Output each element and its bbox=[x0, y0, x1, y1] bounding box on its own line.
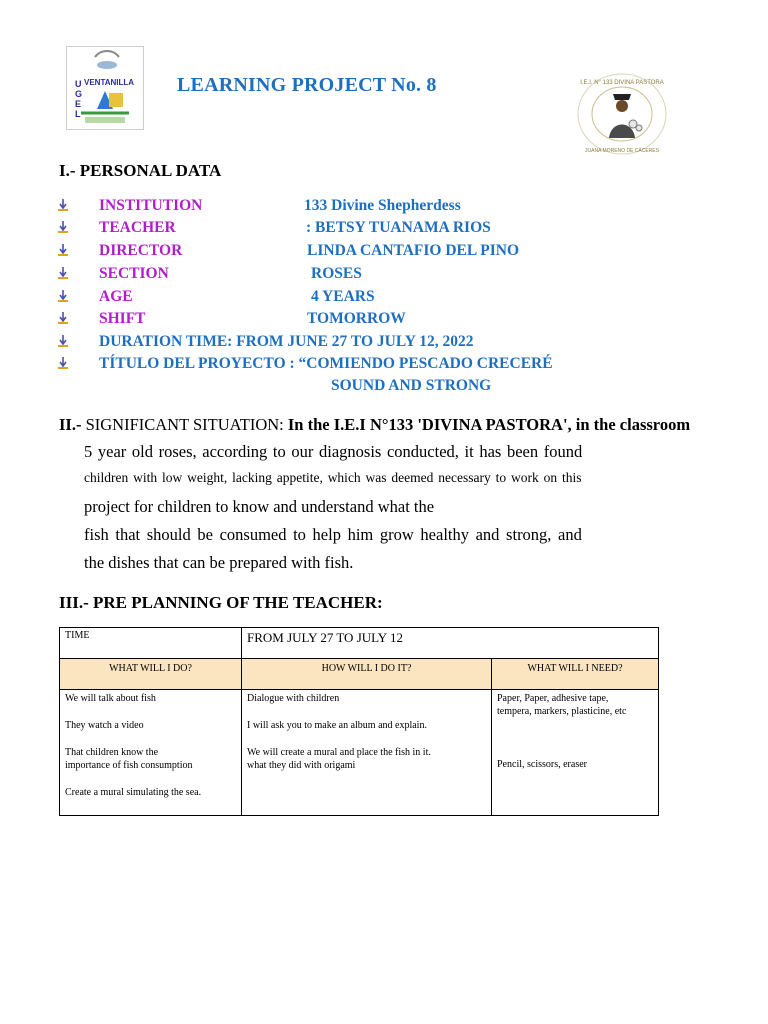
teacher-label: TEACHER bbox=[99, 219, 176, 236]
bullet-arrow-icon bbox=[56, 220, 70, 234]
ugel-logo-icon bbox=[67, 47, 143, 129]
bullet-arrow-icon bbox=[56, 311, 70, 325]
situation-line: fish that should be consumed to help him grow healthy and strong, and bbox=[84, 525, 582, 544]
situation-heading bbox=[59, 415, 690, 435]
shift-value: TOMORROW bbox=[307, 310, 406, 327]
column-header: WHAT WILL I NEED? bbox=[492, 659, 659, 690]
bullet-arrow-icon bbox=[56, 266, 70, 280]
teacher-value: : BETSY TUANAMA RIOS bbox=[306, 219, 491, 236]
situation-prefix: II.- bbox=[59, 415, 86, 434]
cell-line: Pencil, scissors, eraser bbox=[497, 759, 587, 770]
cell-line: We will create a mural and place the fish in it. what they did with origami bbox=[247, 747, 431, 771]
list-item bbox=[56, 265, 746, 285]
what-will-i-do-cell bbox=[60, 690, 242, 816]
svg-text:U: U bbox=[75, 79, 82, 89]
situation-line: 5 year old roses, according to our diagnosis conducted, it has been found bbox=[84, 442, 583, 461]
bullet-arrow-icon bbox=[56, 243, 70, 257]
svg-text:JUANA MORENO DE CÁCERES: JUANA MORENO DE CÁCERES bbox=[585, 148, 659, 154]
table-row bbox=[60, 628, 659, 659]
cell-line: Paper, Paper, adhesive tape, tempera, markers, plasticine, etc bbox=[497, 693, 627, 717]
duration-text: DURATION TIME: FROM JUNE 27 TO JULY 12, 2022 bbox=[99, 333, 474, 350]
cell-line: I will ask you to make an album and explain. bbox=[247, 720, 427, 731]
cell-line: Dialogue with children bbox=[247, 693, 340, 704]
cell-line: They watch a video bbox=[65, 720, 144, 731]
table-row bbox=[60, 690, 659, 816]
bullet-arrow-icon bbox=[56, 198, 70, 212]
age-value: 4 YEARS bbox=[311, 288, 375, 305]
section-value: ROSES bbox=[311, 265, 362, 282]
cell-line: We will talk about fish bbox=[65, 693, 156, 704]
list-item bbox=[56, 355, 746, 375]
institution-value: 133 Divine Shepherdess bbox=[304, 197, 461, 214]
school-seal-icon bbox=[575, 72, 669, 156]
svg-text:I.E.I. N° 133 DIVINA PASTORA: I.E.I. N° 133 DIVINA PASTORA bbox=[580, 80, 664, 86]
personal-data-heading: I.- PERSONAL DATA bbox=[59, 161, 222, 180]
list-item bbox=[56, 219, 746, 239]
director-value: LINDA CANTAFIO DEL PINO bbox=[307, 242, 520, 259]
school-seal bbox=[575, 72, 669, 156]
situation-line: project for children to know and understand what the bbox=[84, 497, 435, 516]
bullet-arrow-icon bbox=[56, 334, 70, 348]
cell-line: That children know the importance of fish consumption bbox=[65, 747, 193, 771]
bullet-arrow-icon bbox=[56, 289, 70, 303]
ugel-logo bbox=[66, 46, 144, 130]
bullet-arrow-icon bbox=[56, 356, 70, 370]
list-item bbox=[56, 310, 746, 330]
situation-heading-rest: In the I.E.I N°133 'DIVINA PASTORA', in the classroom bbox=[287, 415, 691, 434]
institution-label: INSTITUTION bbox=[99, 197, 203, 214]
director-label: DIRECTOR bbox=[99, 242, 183, 259]
situation-line: the dishes that can be prepared with fish. bbox=[84, 553, 354, 572]
list-item bbox=[56, 288, 746, 308]
svg-text:L: L bbox=[75, 109, 81, 119]
age-label: AGE bbox=[99, 288, 133, 305]
column-header: WHAT WILL I DO? bbox=[60, 659, 242, 690]
svg-text:G: G bbox=[75, 89, 83, 99]
what-will-i-need-cell bbox=[492, 690, 659, 816]
project-title-continuation: SOUND AND STRONG bbox=[331, 377, 492, 394]
svg-text:VENTANILLA: VENTANILLA bbox=[84, 78, 135, 87]
list-item bbox=[56, 197, 746, 217]
shift-label: SHIFT bbox=[99, 310, 146, 327]
column-header: HOW WILL I DO IT? bbox=[242, 659, 492, 690]
planning-table bbox=[59, 627, 659, 816]
table-header-row bbox=[60, 659, 659, 690]
time-value-cell: FROM JULY 27 TO JULY 12 bbox=[242, 628, 659, 659]
planning-heading: III.- PRE PLANNING OF THE TEACHER: bbox=[59, 593, 383, 612]
project-title-text: TÍTULO DEL PROYECTO : “COMIENDO PESCADO CRECERÉ bbox=[99, 355, 553, 372]
svg-text:E: E bbox=[75, 99, 82, 109]
list-item bbox=[56, 333, 746, 353]
how-will-i-do-it-cell bbox=[242, 690, 492, 816]
situation-heading-main: SIGNIFICANT SITUATION: bbox=[85, 415, 284, 434]
cell-line: Create a mural simulating the sea. bbox=[65, 787, 202, 798]
section-label: SECTION bbox=[99, 265, 169, 282]
list-item bbox=[56, 242, 746, 262]
situation-line: children with low weight, lacking appetite, which was deemed necessary to work on this bbox=[84, 470, 582, 485]
page-title: LEARNING PROJECT No. 8 bbox=[177, 74, 437, 96]
time-label-cell: TIME bbox=[60, 628, 242, 659]
